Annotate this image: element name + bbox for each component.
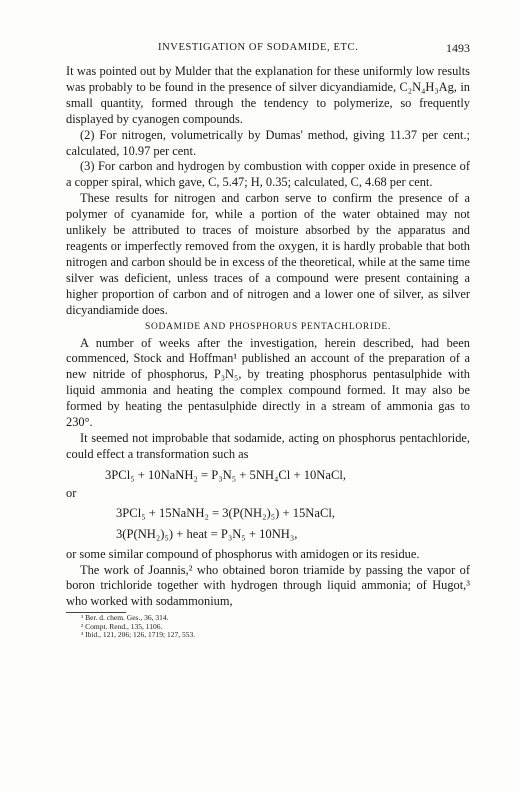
paragraph-joannis: The work of Joannis,² who obtained boron triamide by passing the vapor of boron trichloride together with hydrogen through liquid ammonia; of Hugot,³ who worked with sodammonium, xyxy=(66,562,470,609)
paragraph-results: These results for nitrogen and carbon serve to confirm the presence of a polymer of cyanamide for, while a portion of the water obtained may not unlikely be attributed to traces of moisture absorbed by the apparatus and reagents or imperfectly removed from the oxygen, it is hardly probable that both nitrogen and carbon should be in excess of the theoretical, while at the same time silver was deficient, unless traces of a compound were present containing a higher proportion of carbon and of nitrogen and a lower one of silver, as silver dicyandiamide does. xyxy=(66,191,470,317)
section-heading: SODAMIDE AND PHOSPHORUS PENTACHLORIDE. xyxy=(145,321,391,332)
paragraph-amidogen: or some similar compound of phosphorus with amidogen or its residue. xyxy=(66,546,420,561)
paragraph-carbon-hydrogen: (3) For carbon and hydrogen by combustion with copper oxide in presence of a copper spiral, which gave, C, 5.47; H, 0.35; calculated, C, 4.68 per cent. xyxy=(66,159,470,190)
running-title: INVESTIGATION OF SODAMIDE, ETC. xyxy=(158,42,359,53)
equation-2: 3PCl₅ + 15NaNH₂ = 3(P(NH₂)₅) + 15NaCl, xyxy=(116,505,336,520)
footnote-2: ² Compt. Rend., 135, 1106. xyxy=(81,621,163,631)
footnote-3: ³ Ibid., 121, 206; 126, 1719; 127, 553. xyxy=(81,630,196,640)
or-connector: or xyxy=(66,485,77,500)
paragraph-transformation: It seemed not improbable that sodamide, acting on phosphorus pentachloride, could effect a transformation such as xyxy=(66,430,470,461)
paragraph-nitrogen: (2) For nitrogen, volumetrically by Dumas' method, giving 11.37 per cent.; calculated, 10.97 per cent. xyxy=(66,127,470,158)
body-text xyxy=(66,64,470,640)
paragraph-stock-hoffman: A number of weeks after the investigation, herein described, had been commenced, Stock and Hoffman¹ published an account of the preparation of a new nitride of phosphorus, P₃N₅, by treating phosphorus pentasulphide with liquid ammonia and heating the complex compound formed. It may also be formed by heating the pentasulphide directly in a stream of ammonia gas to 230°. xyxy=(66,335,470,430)
paragraph-mulder: It was pointed out by Mulder that the explanation for these uniformly low results was probably to be found in the presence of silver dicyandiamide, C₂N₄H₃Ag, in small quantity, formed through the tendency to polymerize, so frequently displayed by cyanogen compounds. xyxy=(66,64,470,126)
footnote-1: ¹ Ber. d. chem. Ges., 36, 314. xyxy=(81,613,169,623)
equation-3: 3(P(NH₂)₅) + heat = P₃N₅ + 10NH₃, xyxy=(116,526,298,541)
page-number: 1493 xyxy=(446,41,470,55)
footnotes xyxy=(81,614,470,640)
equation-1: 3PCl₅ + 10NaNH₂ = P₃N₅ + 5NH₄Cl + 10NaCl, xyxy=(105,467,347,482)
